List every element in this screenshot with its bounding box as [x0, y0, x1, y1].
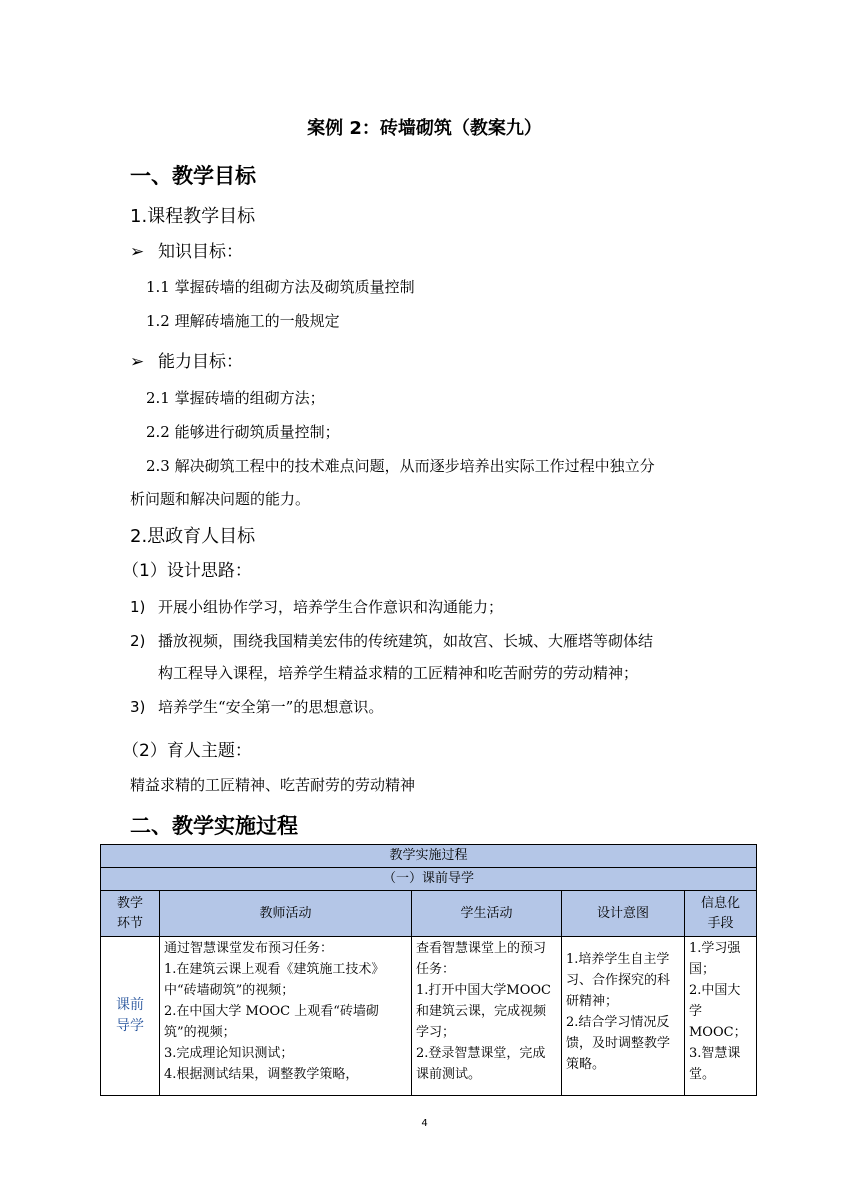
table-row [101, 937, 756, 1095]
process-table [100, 844, 757, 1096]
ability-item: 2.1 掌握砖墙的组砌方法； [146, 389, 325, 407]
knowledge-item: 1.2 理解砖墙施工的一般规定 [146, 312, 340, 330]
theme-heading: （2）育人主题： [122, 741, 252, 761]
design-item [130, 662, 638, 683]
ability-item: 2.2 能够进行砌筑质量控制； [146, 423, 340, 441]
section-heading-goals: 一、教学目标 [130, 164, 256, 188]
subheading-ideology-goals: 2.思政育人目标 [130, 526, 256, 547]
design-item [130, 696, 383, 717]
table-section-label: （一）课前导学 [101, 868, 756, 891]
header-stage: 教学 环节 [101, 891, 160, 936]
cell-student: 查看智慧课堂上的预习任务： 1.打开中国大学MOOC 和建筑云课，完成视频学习； 2.登录智慧课堂，完成课前测试。 [412, 937, 562, 1095]
knowledge-item: 1.1 掌握砖墙的组砌方法及砌筑质量控制 [146, 278, 415, 296]
knowledge-heading [130, 237, 243, 262]
ability-heading-label: 能力目标： [158, 352, 243, 372]
cell-tools: 1.学习强国； 2.中国大学MOOC； 3.智慧课堂。 [689, 941, 747, 1082]
design-item-text: 培养学生“安全第一”的思想意识。 [158, 698, 384, 716]
design-item-number: 1) [130, 598, 146, 616]
arrow-bullet-icon: ➢ [130, 352, 145, 372]
header-student: 学生活动 [412, 891, 562, 936]
design-heading: （1）设计思路： [122, 561, 252, 581]
design-item-number: 2) [130, 632, 146, 650]
design-item [130, 630, 653, 651]
design-item-number: 3) [130, 698, 146, 716]
page-number: 4 [421, 1118, 428, 1129]
header-intent: 设计意图 [562, 891, 685, 936]
design-item [130, 596, 503, 617]
header-tools: 信息化 手段 [685, 891, 756, 936]
ability-item-continuation: 析问题和解决问题的能力。 [130, 490, 311, 508]
design-item-text: 构工程导入课程，培养学生精益求精的工匠精神和吃苦耐劳的劳动精神； [158, 664, 639, 682]
cell-teacher: 通过智慧课堂发布预习任务： 1.在建筑云课上观看《建筑施工技术》中“砖墙砌筑”的视频； 2.在中国大学 MOOC 上观看“砖墙砌筑”的视频； 3.完成理论知识测试； 4.根据测试结果，调整教学策略， [160, 937, 412, 1095]
cell-stage: 课前 导学 [101, 937, 160, 1095]
table-caption: 教学实施过程 [101, 845, 756, 868]
design-item-text: 播放视频，围绕我国精美宏伟的传统建筑，如故宫、长城、大雁塔等砌体结 [158, 632, 654, 650]
design-item-text: 开展小组协作学习，培养学生合作意识和沟通能力； [158, 598, 504, 616]
ability-heading [130, 347, 243, 372]
knowledge-heading-label: 知识目标： [158, 242, 243, 262]
arrow-bullet-icon: ➢ [130, 242, 145, 262]
table-header-row [101, 891, 756, 937]
subheading-course-goals: 1.课程教学目标 [130, 206, 256, 227]
doc-title: 案例 2：砖墙砌筑（教案九） [307, 118, 542, 139]
header-teacher: 教师活动 [160, 891, 412, 936]
cell-intent: 1.培养学生自主学习、合作探究的科研精神； 2.结合学习情况反馈，及时调整教学策略。 [562, 937, 685, 1095]
section-heading-process: 二、教学实施过程 [130, 814, 298, 838]
theme-text: 精益求精的工匠精神、吃苦耐劳的劳动精神 [130, 776, 416, 794]
ability-item: 2.3 解决砌筑工程中的技术难点问题，从而逐步培养出实际工作过程中独立分 [146, 457, 655, 475]
